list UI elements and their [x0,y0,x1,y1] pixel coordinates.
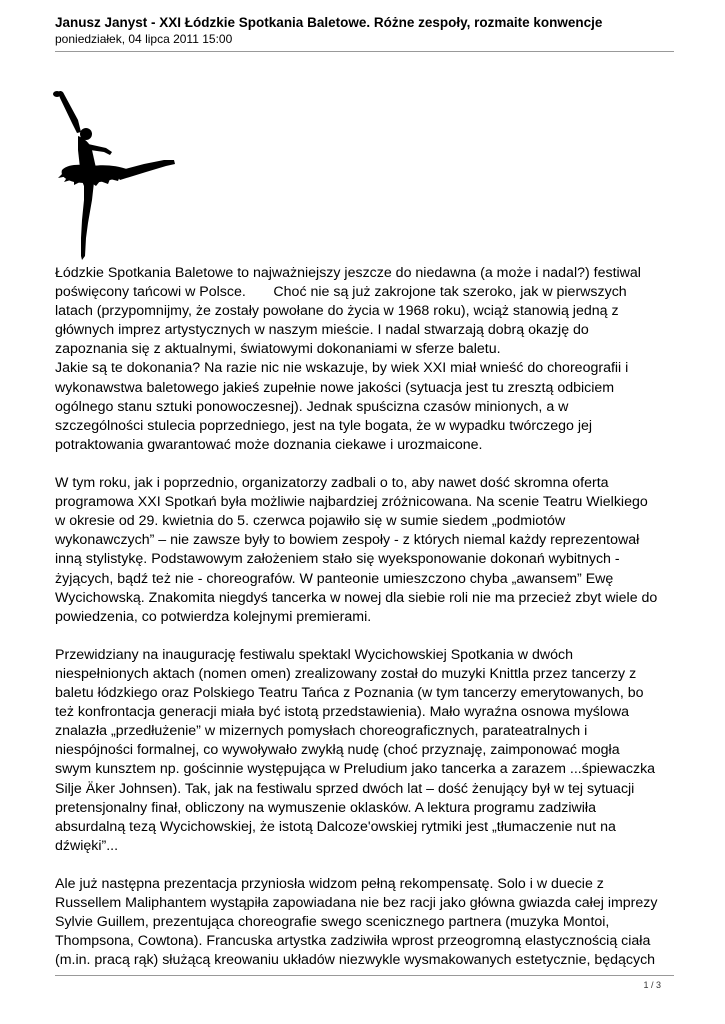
header-divider [55,51,674,52]
ballerina-silhouette-icon [48,88,178,263]
text-line: Russellem Maliphantem wystąpiła zapowiadana nie bez racji jako główna gwiazda całej imprezy [55,895,658,912]
page-number: 1 / 3 [643,980,661,990]
article-body [55,264,680,970]
paragraph [55,474,680,627]
text-line: Łódzkie Spotkania Baletowe to najważniejszy jeszcze do niedawna (a może i nadal?) festiwal [55,265,641,281]
text-line: Sylvie Guillem, prezentująca choreografie swego scenicznego partnera (muzyka Montoi, [55,914,610,931]
paragraph [55,646,680,856]
article-title: Janusz Janyst - XXI Łódzkie Spotkania Baletowe. Różne zespoły, rozmaite konwencje [55,15,603,30]
document-header [55,14,675,47]
text-line: Silje Äker Johnsen). Tak, jak na festiwalu sprzed dwóch lat – dość żenujący był w tej sytuacji [55,780,635,797]
text-line: Jakie są te dokonania? Na razie nic nie wskazuje, by wiek XXI miał wnieść do choreografii i [55,360,629,377]
text-line: W tym roku, jak i poprzednio, organizatorzy zadbali o to, aby nawet dość skromna oferta [55,475,609,492]
footer-divider [55,975,674,976]
text-line: latach (przypomnijmy, że zostały powołane do życia w 1968 roku), wciąż stanowią jedną z [55,303,619,320]
text-line: też konfrontacja generacji miała być istotą przedstawienia). Mało wyraźna osnowa myślowa [55,704,630,721]
text-line: programowa XXI Spotkań była możliwie najbardziej zróżnicowana. Na scenie Teatru Wielkiego [55,494,648,511]
text-line: baletu łódzkiego oraz Polskiego Teatru Tańca z Poznania (w tym tancerzy emerytowanych, bo [55,685,644,702]
text-line: (m.in. pracą rąk) służącą kreowaniu układów niezwykle wysmakowanych estetycznie, będących [55,952,656,969]
text-line: szczególności stulecia poprzedniego, jest na tyle bogata, że w wypadku twórczego jej [55,417,593,434]
text-line: w okresie od 29. kwietnia do 5. czerwca pojawiło się w sumie siedem „podmiotów [55,513,566,530]
text-line: wykonawczych” – nie zawsze były to bowiem zespoły - z których niemal każdy reprezentował [55,532,640,549]
text-line: Ale już następna prezentacja przyniosła widzom pełną rekompensatę. Solo i w duecie z [55,876,604,892]
text-line: znalazła „przedłużenie” w mizernych pomysłach choreograficznych, parateatralnych i [55,723,588,740]
text-line: wykonawstwa baletowego jakieś zupełnie nowe jakości (sytuacja jest tu zresztą odbiciem [55,379,615,396]
text-line: potraktowania gwarantować może doznania ciekawe i urozmaicone. [55,436,483,453]
paragraph [55,264,680,455]
text-line: dźwięki”... [55,837,119,854]
publish-date: poniedziałek, 04 lipca 2011 15:00 [55,32,233,46]
text-line: pretensjonalny finał, obliczony na wymuszenie oklasków. A lektura programu zadziwiła [55,799,596,816]
text-line: Przewidziany na inaugurację festiwalu spektakl Wycichowskiej Spotkania w dwóch [55,646,573,663]
text-line: powiedzenia, co potwierdza kolejnymi premierami. [55,608,372,625]
text-line: niespełnionych aktach (nomen omen) zrealizowany został do muzyki Knittla przez tancerzy z [55,665,637,682]
text-line: żyjących, bądź też nie - choreografów. W panteonie umieszczono chyba „awansem” Ewę [55,570,614,587]
text-line: zapoznania się z aktualnymi, światowymi dokonaniami w sferze baletu. [55,341,501,358]
text-line: swym kunsztem np. gościnnie występująca w Preludium jako tancerka a zarazem ...śpiewaczka [55,761,656,778]
text-line: ogólnego stanu sztuki ponowoczesnej). Jednak spuścizna czasów minionych, a w [55,398,569,415]
text-line: głównych imprez artystycznych w naszym mieście. I nadal stwarzają dobrą okazję do [55,322,589,339]
text-line: niespójności formalnej, co wywoływało zwykłą nudę (choć przyznaję, zaimponować mogła [55,742,620,759]
text-line: Wycichowską. Znakomita niegdyś tancerka w nowej dla siebie roli nie ma przecież zbyt wiele do [55,589,658,606]
text-line: Thompsona, Cowtona). Francuska artystka zadziwiła wprost przeogromną elastycznością ciała [55,933,651,950]
text-line: absurdalną tezą Wycichowskiej, że istotą Dalcoze'owskiej rytmiki jest „tłumaczenie nut na [55,818,616,835]
text-line: poświęcony tańcowi w Polsce. Choć nie są już zakrojone tak szeroko, jak w pierwszych [55,284,627,301]
paragraph [55,875,680,970]
text-line: inną stylistykę. Podstawowym założeniem stało się wyeksponowanie dokonań wybitnych - [55,551,620,568]
